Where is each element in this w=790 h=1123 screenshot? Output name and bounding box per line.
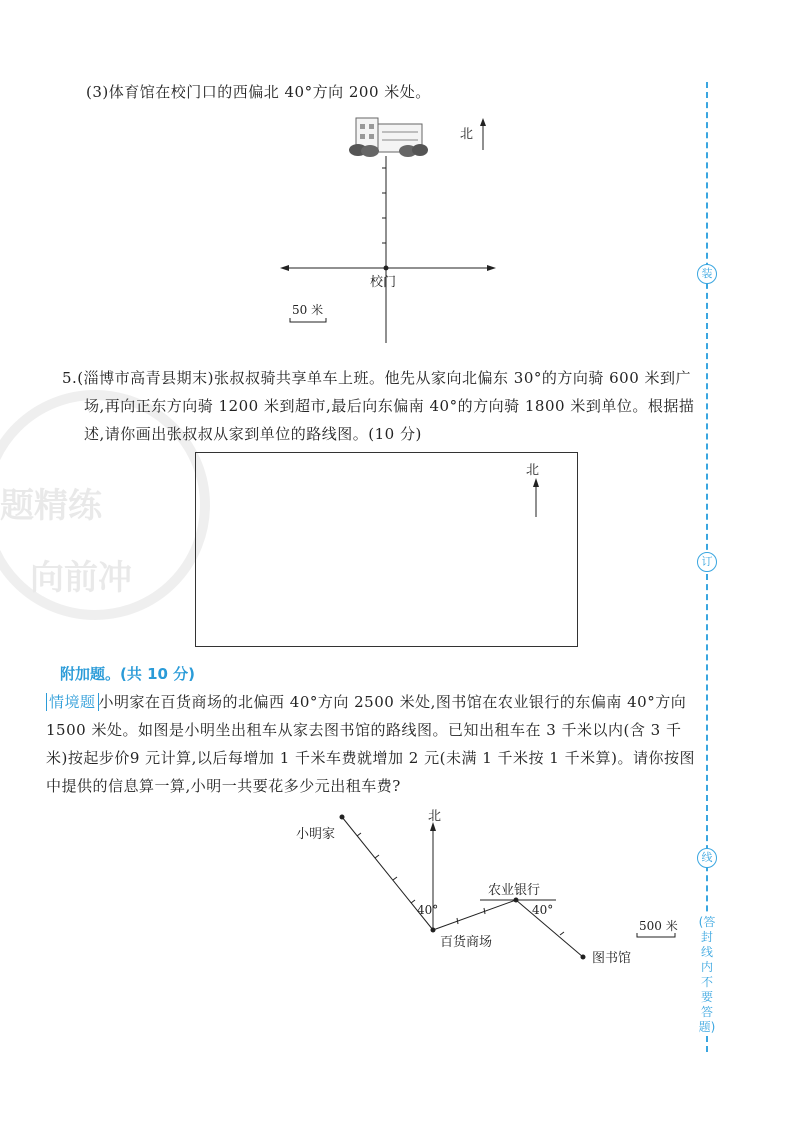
library-label: 图书馆 xyxy=(592,951,632,966)
q5-line-2: 场,再向正东方向骑 1200 米到超市,最后向东偏南 40°的方向骑 1800 米到单位。根据描 xyxy=(84,397,695,415)
bonus-north-label: 北 xyxy=(428,809,442,824)
bonus-line-3: 米)按起步价9 元计算,以后每增加 1 千米车费就增加 2 元(未满 1 千米按 1 千米算)。请你按图 xyxy=(46,749,695,767)
angle-label-2: 40° xyxy=(532,903,554,917)
bonus-line-4: 中提供的信息算一算,小明一共要花多少元出租车费? xyxy=(46,777,401,795)
home-point xyxy=(340,815,345,820)
bank-label: 农业银行 xyxy=(488,883,541,898)
q3-diagram xyxy=(270,108,510,353)
library-point xyxy=(581,955,586,960)
binding-circle-2: 订 xyxy=(697,552,717,572)
home-label: 小明家 xyxy=(296,827,336,842)
q5-drawing-box[interactable] xyxy=(195,452,578,647)
q3-text: (3)体育馆在校门口的西偏北 40°方向 200 米处。 xyxy=(86,83,431,101)
situation-tag: 情境题 xyxy=(46,693,99,711)
binding-note: (答封线内不要答题) xyxy=(698,915,716,1034)
q5-line-3: 述,请你画出张叔叔从家到单位的路线图。(10 分) xyxy=(84,425,422,443)
angle-label-1: 40° xyxy=(417,903,439,917)
q3-scale-bar xyxy=(290,318,326,322)
watermark-line2: 向前冲 xyxy=(30,558,132,598)
bonus-title: 附加题。(共 10 分) xyxy=(60,665,196,683)
bonus-line-1-text: 小明家在百货商场的北偏西 40°方向 2500 米处,图书馆在农业银行的东偏南 40°方向 xyxy=(98,693,687,711)
q5-north-arrow-icon xyxy=(530,477,542,519)
q3-scale-label: 50 米 xyxy=(292,303,324,317)
bonus-line-1 xyxy=(46,688,686,716)
gym-building-icon xyxy=(349,118,428,157)
mall-label: 百货商场 xyxy=(440,935,493,950)
bonus-scale-bar xyxy=(637,933,675,937)
bonus-route-diagram xyxy=(290,800,690,980)
q3-origin-label: 校门 xyxy=(370,275,397,290)
q3-origin-point xyxy=(384,266,389,271)
watermark-line1: 题精练 xyxy=(0,486,102,526)
binding-circle-3: 线 xyxy=(697,848,717,868)
q3-north-label: 北 xyxy=(460,127,474,142)
route-mall-to-bank xyxy=(433,900,516,930)
bonus-scale-label: 500 米 xyxy=(639,919,678,933)
q5-north-label: 北 xyxy=(526,463,540,478)
bonus-line-2: 1500 米处。如图是小明坐出租车从家去图书馆的路线图。已知出租车在 3 千米以内(含 3 千 xyxy=(46,721,682,739)
binding-circle-1: 装 xyxy=(697,264,717,284)
q5-line-1: 5.(淄博市高青县期末)张叔叔骑共享单车上班。他先从家向北偏东 30°的方向骑 600 米到广 xyxy=(62,369,692,387)
